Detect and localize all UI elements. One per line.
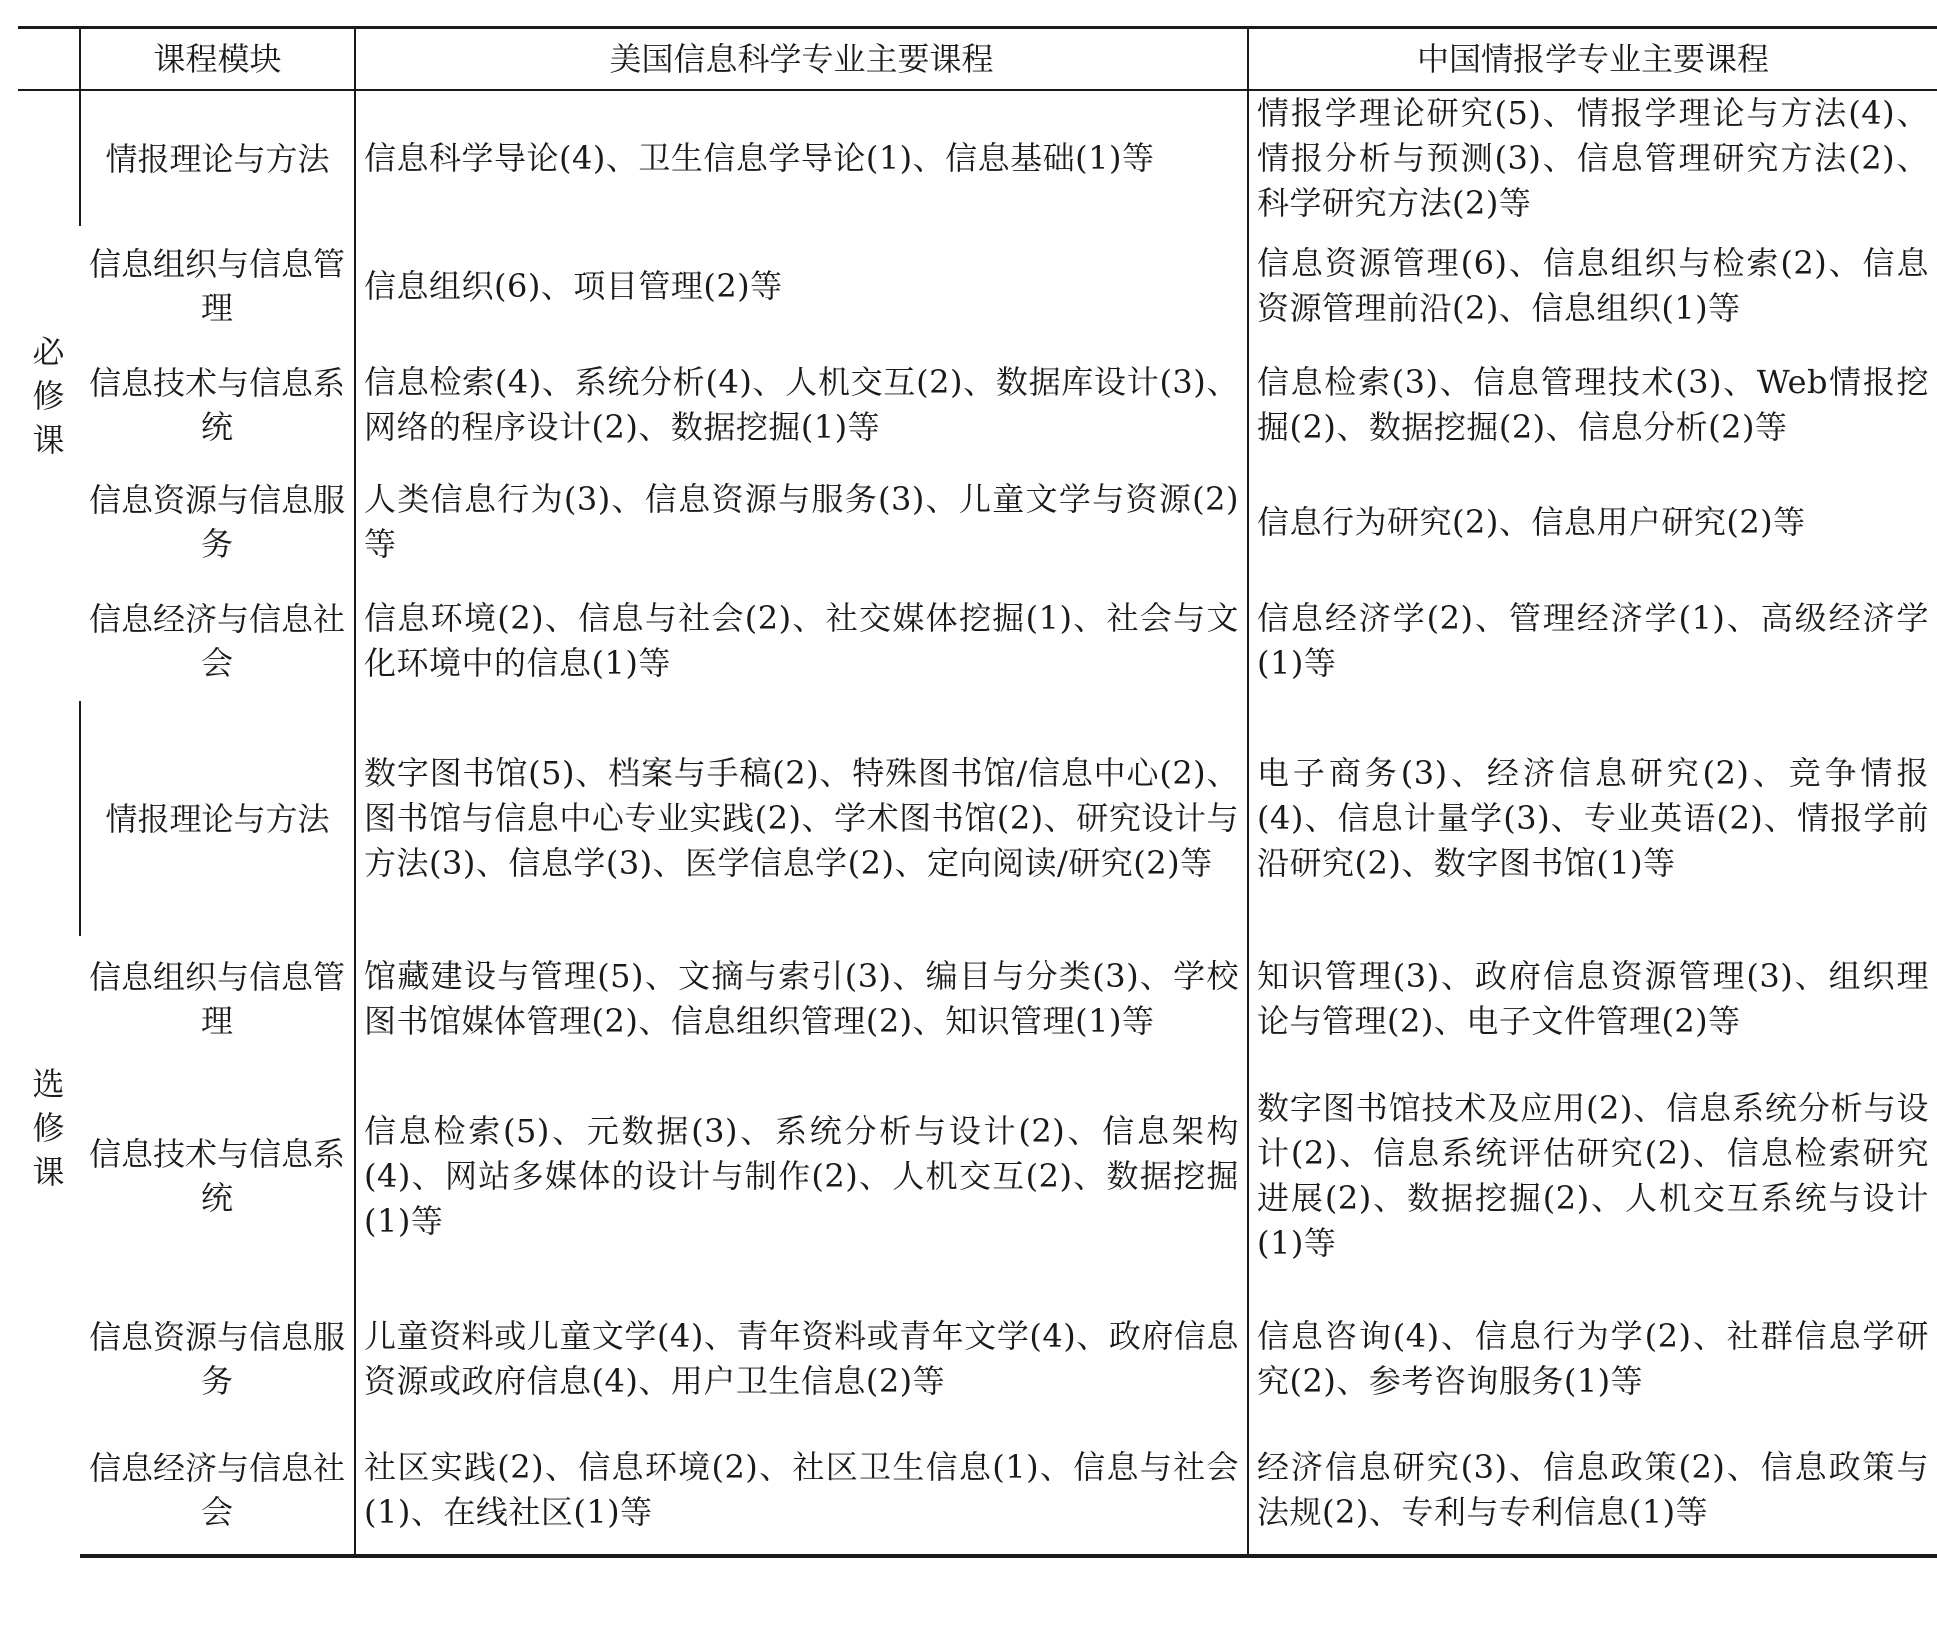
module-cell: 信息组织与信息管理 (88, 245, 345, 327)
us-courses-cell: 数字图书馆(5)、档案与手稿(2)、特殊图书馆/信息中心(2)、图书馆与信息中心专业实践(2)、学术图书馆(2)、研究设计与方法(3)、信息学(3)、医学信息学(2)、定向阅读/研究(2)等 (355, 701, 1248, 936)
cn-courses-cell: 信息行为研究(2)、信息用户研究(2)等 (1248, 463, 1937, 581)
module-cell: 信息技术与信息系统 (88, 363, 345, 446)
module-cell: 信息技术与信息系统 (88, 1135, 345, 1217)
cn-courses-cell: 情报学理论研究(5)、情报学理论与方法(4)、情报分析与预测(3)、信息管理研究方法(2)、科学研究方法(2)等 (1248, 90, 1937, 226)
table-row (18, 1061, 1937, 1291)
table-row (18, 701, 1937, 936)
cn-courses-cell: 知识管理(3)、政府信息资源管理(3)、组织理论与管理(2)、电子文件管理(2)等 (1248, 936, 1937, 1061)
cn-courses-cell: 信息检索(3)、信息管理技术(3)、Web情报挖掘(2)、数据挖掘(2)、信息分析(2)等 (1248, 346, 1937, 463)
us-courses-cell: 馆藏建设与管理(5)、文摘与索引(3)、编目与分类(3)、学校图书馆媒体管理(2)、信息组织管理(2)、知识管理(1)等 (355, 936, 1248, 1061)
module-cell: 信息经济与信息社会 (80, 1426, 355, 1556)
group-required-label: 必修课 (32, 332, 65, 459)
cn-courses-cell: 信息咨询(4)、信息行为学(2)、社群信息学研究(2)、参考咨询服务(1)等 (1248, 1291, 1937, 1426)
us-courses-cell: 信息检索(4)、系统分析(4)、人机交互(2)、数据库设计(3)、网络的程序设计(2)、数据挖掘(1)等 (355, 346, 1248, 463)
module-cell: 信息组织与信息管理 (88, 957, 345, 1040)
table-body (18, 90, 1937, 1556)
table-row (18, 936, 1937, 1061)
cn-courses-cell: 信息资源管理(6)、信息组织与检索(2)、信息资源管理前沿(2)、信息组织(1)等 (1248, 226, 1937, 346)
header-us-courses: 美国信息科学专业主要课程 (355, 28, 1248, 91)
us-courses-cell: 社区实践(2)、信息环境(2)、社区卫生信息(1)、信息与社会(1)、在线社区(1)等 (355, 1426, 1248, 1556)
header-cn-courses: 中国情报学专业主要课程 (1248, 28, 1937, 91)
cn-courses-cell: 电子商务(3)、经济信息研究(2)、竞争情报(4)、信息计量学(3)、专业英语(2)、情报学前沿研究(2)、数字图书馆(1)等 (1248, 701, 1937, 936)
table-row (18, 581, 1937, 701)
cn-courses-cell: 经济信息研究(3)、信息政策(2)、信息政策与法规(2)、专利与专利信息(1)等 (1248, 1426, 1937, 1556)
table-row (18, 1291, 1937, 1426)
module-cell: 情报理论与方法 (80, 90, 355, 226)
cn-courses-cell: 数字图书馆技术及应用(2)、信息系统分析与设计(2)、信息系统评估研究(2)、信息检索研究进展(2)、数据挖掘(2)、人机交互系统与设计(1)等 (1248, 1061, 1937, 1291)
module-cell: 信息资源与信息服务 (88, 1317, 345, 1400)
us-courses-cell: 信息检索(5)、元数据(3)、系统分析与设计(2)、信息架构(4)、网站多媒体的设计与制作(2)、人机交互(2)、数据挖掘(1)等 (355, 1061, 1248, 1291)
table-row (18, 463, 1937, 581)
cn-courses-cell: 信息经济学(2)、管理经济学(1)、高级经济学(1)等 (1248, 581, 1937, 701)
header-module: 课程模块 (80, 28, 355, 91)
table-row (18, 1426, 1937, 1556)
module-cell: 情报理论与方法 (80, 701, 355, 936)
us-courses-cell: 信息环境(2)、信息与社会(2)、社交媒体挖掘(1)、社会与文化环境中的信息(1)等 (355, 581, 1248, 701)
us-courses-cell: 信息科学导论(4)、卫生信息学导论(1)、信息基础(1)等 (355, 90, 1248, 226)
table-row (18, 90, 1937, 226)
module-cell: 信息经济与信息社会 (88, 600, 345, 682)
group-required (18, 90, 80, 701)
us-courses-cell: 信息组织(6)、项目管理(2)等 (355, 226, 1248, 346)
header-category (18, 28, 80, 91)
curriculum-table (18, 26, 1937, 1558)
module-cell: 信息资源与信息服务 (88, 481, 345, 563)
table-row (18, 226, 1937, 346)
table-header (18, 28, 1937, 91)
us-courses-cell: 人类信息行为(3)、信息资源与服务(3)、儿童文学与资源(2)等 (355, 463, 1248, 581)
us-courses-cell: 儿童资料或儿童文学(4)、青年资料或青年文学(4)、政府信息资源或政府信息(4)、用户卫生信息(2)等 (355, 1291, 1248, 1426)
group-elective-label: 选修课 (32, 1065, 65, 1191)
group-elective (18, 701, 80, 1556)
table-row (18, 346, 1937, 463)
